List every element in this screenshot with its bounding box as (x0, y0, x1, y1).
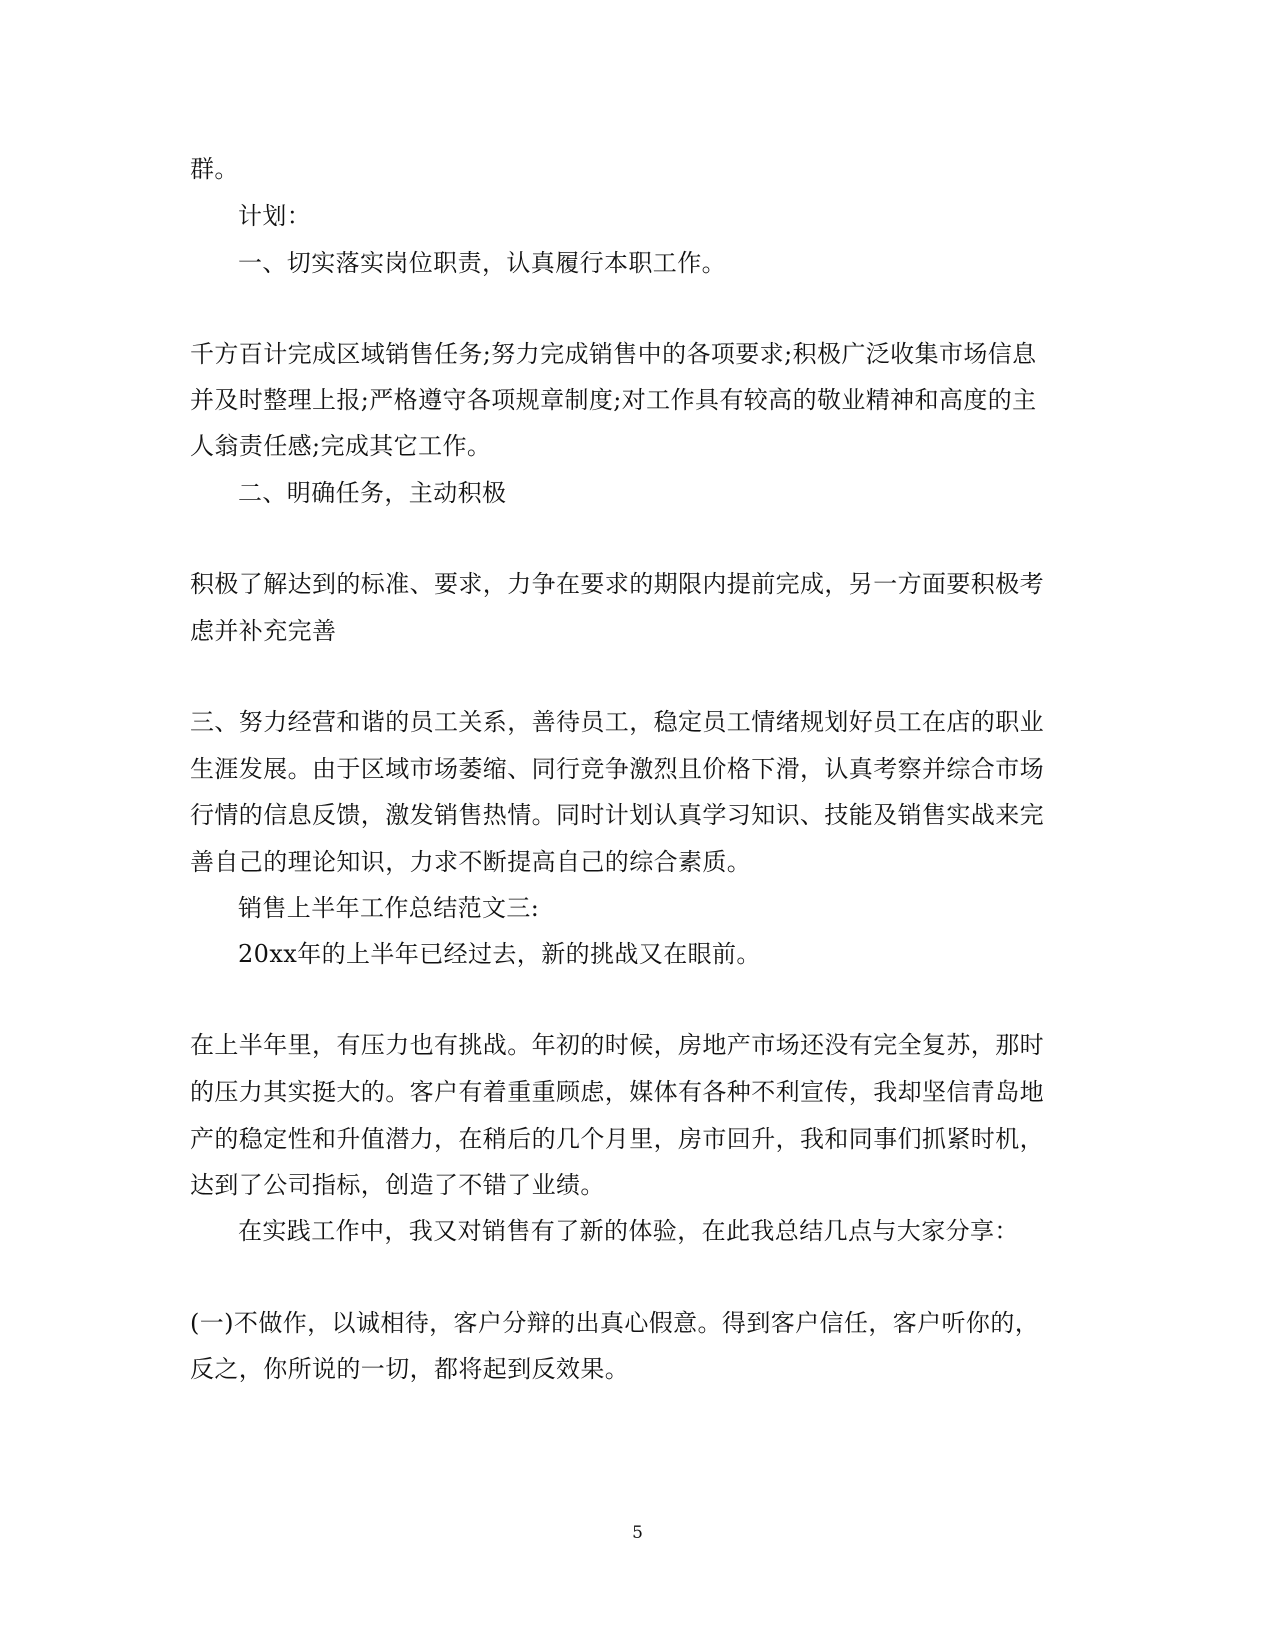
text-line: 在上半年里，有压力也有挑战。年初的时候，房地产市场还没有完全复苏，那时 (190, 1031, 1044, 1059)
text-line: 产的稳定性和升值潜力，在稍后的几个月里，房市回升，我和同事们抓紧时机， (190, 1125, 1044, 1153)
text-line: 千方百计完成区域销售任务;努力完成销售中的各项要求;积极广泛收集市场信息 (190, 340, 1037, 368)
text-line: (一)不做作，以诚相待，客户分辩的出真心假意。得到客户信任，客户听你的， (190, 1309, 1040, 1337)
page-number: 5 (632, 1523, 643, 1543)
text-line: 人翁责任感;完成其它工作。 (190, 432, 492, 460)
text-line: 积极了解达到的标准、要求，力争在要求的期限内提前完成，另一方面要积极考 (190, 570, 1044, 598)
text-line: 行情的信息反馈，激发销售热情。同时计划认真学习知识、技能及销售实战来完 (190, 801, 1044, 829)
text-line: 善自己的理论知识，力求不断提高自己的综合素质。 (190, 848, 752, 876)
text-line: 虑并补充完善 (190, 617, 337, 645)
text-line: 群。 (190, 155, 239, 183)
text-line: 反之，你所说的一切，都将起到反效果。 (190, 1355, 630, 1383)
text-line: 二、明确任务，主动积极 (238, 479, 507, 507)
text-line: 并及时整理上报;严格遵守各项规章制度;对工作具有较高的敬业精神和高度的主 (190, 386, 1037, 414)
text-line: 销售上半年工作总结范文三: (238, 894, 540, 922)
text-line: 20xx年的上半年已经过去，新的挑战又在眼前。 (238, 940, 761, 968)
text-line: 计划： (238, 202, 312, 230)
text-line: 一、切实落实岗位职责，认真履行本职工作。 (238, 249, 726, 277)
text-line: 的压力其实挺大的。客户有着重重顾虑，媒体有各种不利宣传，我却坚信青岛地 (190, 1078, 1044, 1106)
text-line: 在实践工作中，我又对销售有了新的体验，在此我总结几点与大家分享： (238, 1217, 1019, 1245)
text-line: 达到了公司指标，创造了不错了业绩。 (190, 1171, 605, 1199)
text-line: 生涯发展。由于区域市场萎缩、同行竞争激烈且价格下滑，认真考察并综合市场 (190, 755, 1044, 783)
text-line: 三、努力经营和谐的员工关系，善待员工，稳定员工情绪规划好员工在店的职业 (190, 708, 1044, 736)
